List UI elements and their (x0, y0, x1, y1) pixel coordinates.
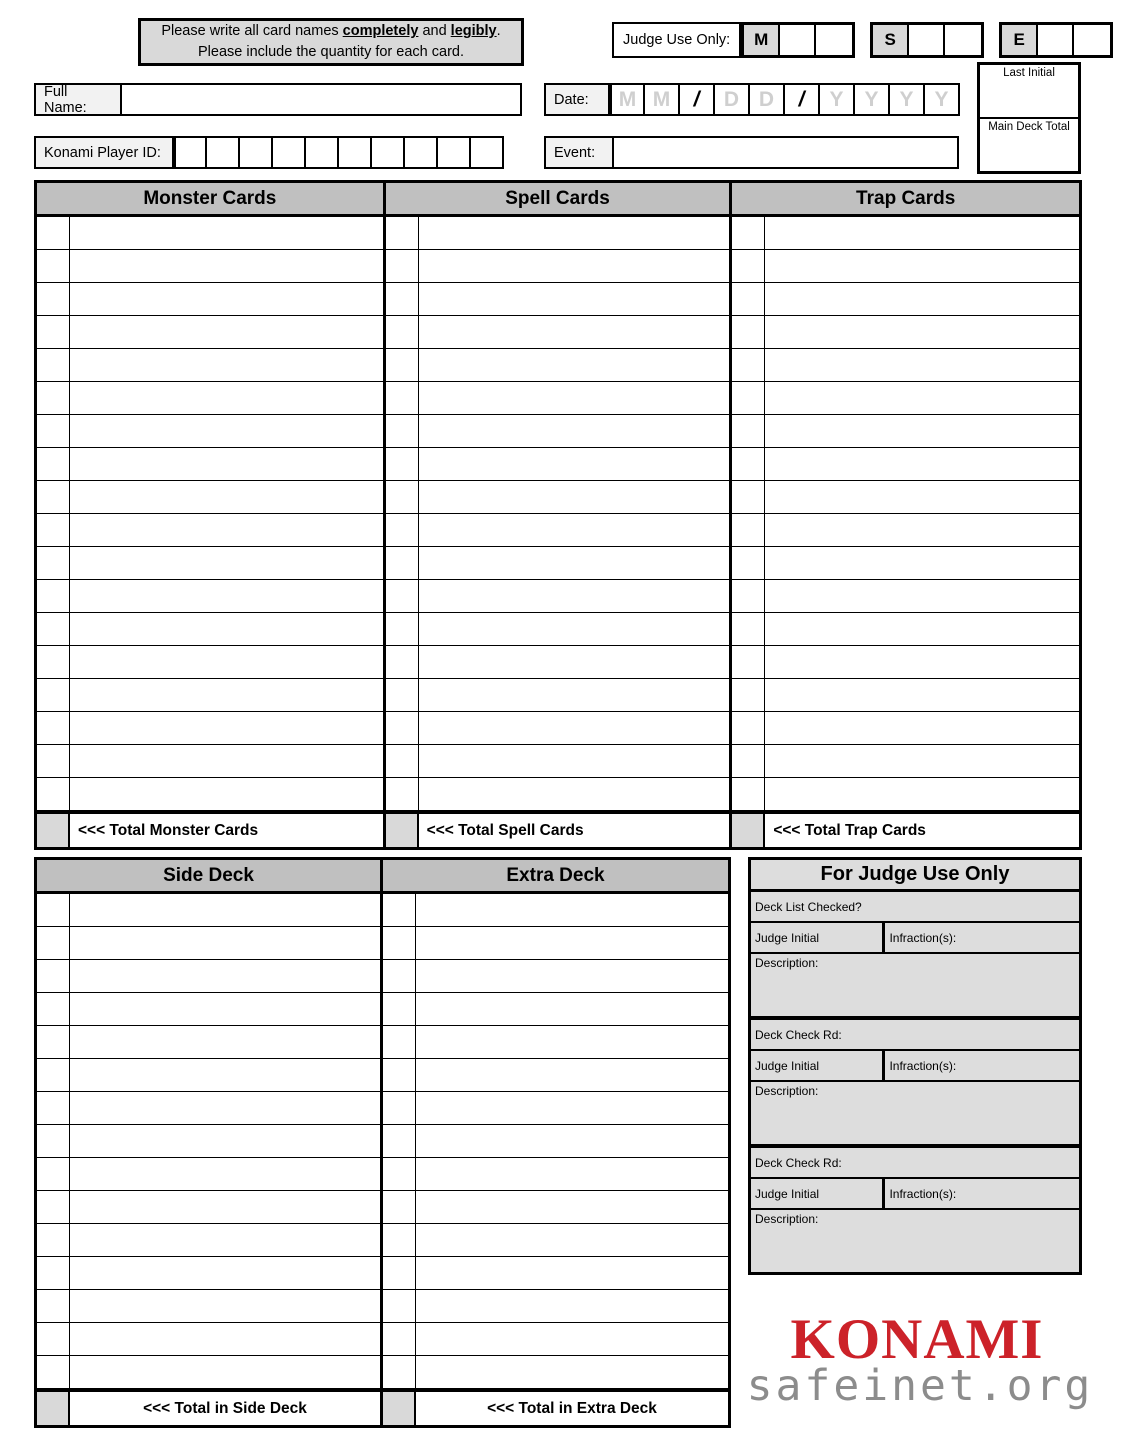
total-label: <<< Total Trap Cards (765, 814, 1079, 847)
event-row (544, 136, 959, 169)
date-cell-8[interactable]: Y (855, 83, 890, 116)
quantity-cell[interactable] (37, 217, 70, 249)
table-row (37, 580, 1079, 613)
quantity-cell[interactable] (383, 1125, 416, 1157)
table-row (37, 1092, 728, 1125)
table-row (37, 250, 1079, 283)
table-row (37, 1026, 728, 1059)
card-name-cell[interactable] (70, 514, 386, 546)
card-name-cell[interactable] (416, 1026, 728, 1058)
table-row (37, 415, 1079, 448)
card-name-cell[interactable] (416, 1092, 728, 1124)
total-quantity-cell[interactable] (383, 1392, 416, 1425)
quantity-cell[interactable] (37, 993, 70, 1025)
card-name-cell[interactable] (70, 547, 386, 579)
card-name-cell[interactable] (419, 283, 733, 315)
konami-logo: KONAMI (790, 1308, 1044, 1371)
card-name-cell[interactable] (70, 250, 386, 282)
quantity-cell[interactable] (37, 1092, 70, 1124)
quantity-cell[interactable] (37, 580, 70, 612)
judge-group-e (999, 22, 1113, 58)
instructions-notice (138, 18, 524, 66)
judge-initial-infraction-row (751, 1051, 1079, 1082)
quantity-cell[interactable] (732, 250, 765, 282)
judge-group-m (741, 22, 855, 58)
quantity-cell[interactable] (386, 679, 419, 711)
totals-row (37, 811, 1079, 847)
quantity-cell[interactable] (386, 481, 419, 513)
table-row (37, 316, 1079, 349)
judge-blocks (751, 892, 1079, 1272)
card-name-cell[interactable] (765, 613, 1079, 645)
quantity-cell[interactable] (732, 349, 765, 381)
quantity-cell[interactable] (37, 1323, 70, 1355)
quantity-cell[interactable] (37, 1290, 70, 1322)
infraction-label[interactable]: Infraction(s): (889, 930, 957, 945)
table-row (37, 1059, 728, 1092)
description-label[interactable]: Description: (755, 1212, 819, 1226)
quantity-cell[interactable] (383, 1224, 416, 1256)
card-name-cell[interactable] (765, 481, 1079, 513)
description-label[interactable]: Description: (755, 1084, 819, 1098)
card-name-cell[interactable] (70, 1125, 383, 1157)
total-quantity-cell[interactable] (37, 814, 70, 847)
judge-code-e: E (1002, 25, 1038, 55)
quantity-cell[interactable] (37, 712, 70, 744)
judge-block-top-label[interactable]: Deck Check Rd: (751, 1148, 1079, 1179)
table-row (37, 613, 1079, 646)
card-name-cell[interactable] (70, 481, 386, 513)
konami-id-digit-9[interactable] (438, 136, 471, 169)
quantity-cell[interactable] (732, 283, 765, 315)
table-row (37, 1191, 728, 1224)
quantity-cell[interactable] (732, 217, 765, 249)
table-row (37, 349, 1079, 382)
quantity-cell[interactable] (386, 778, 419, 810)
column-header-spell-cards: Spell Cards (386, 183, 733, 214)
table-row (37, 547, 1079, 580)
table-row (37, 217, 1079, 250)
card-name-cell[interactable] (419, 745, 733, 777)
judge-s-box-1[interactable] (909, 25, 945, 55)
total-quantity-cell[interactable] (732, 814, 765, 847)
card-name-cell[interactable] (419, 316, 733, 348)
card-name-cell[interactable] (70, 448, 386, 480)
judge-e-box-1[interactable] (1038, 25, 1074, 55)
card-name-cell[interactable] (419, 646, 733, 678)
quantity-cell[interactable] (386, 448, 419, 480)
card-name-cell[interactable] (765, 415, 1079, 447)
quantity-cell[interactable] (37, 283, 70, 315)
quantity-cell[interactable] (37, 960, 70, 992)
konami-id-digit-6[interactable] (339, 136, 372, 169)
quantity-cell[interactable] (732, 580, 765, 612)
card-name-cell[interactable] (416, 1257, 728, 1289)
card-name-cell[interactable] (765, 217, 1079, 249)
quantity-cell[interactable] (386, 613, 419, 645)
card-name-cell[interactable] (765, 679, 1079, 711)
table-row (37, 1257, 728, 1290)
quantity-cell[interactable] (37, 679, 70, 711)
quantity-cell[interactable] (732, 448, 765, 480)
card-name-cell[interactable] (419, 448, 733, 480)
quantity-cell[interactable] (386, 217, 419, 249)
total-label: <<< Total in Side Deck (70, 1392, 383, 1425)
quantity-cell[interactable] (383, 1257, 416, 1289)
card-name-cell[interactable] (765, 250, 1079, 282)
last-initial-main-total-box (977, 62, 1081, 174)
judge-initial-label[interactable]: Judge Initial (751, 923, 885, 952)
quantity-cell[interactable] (37, 349, 70, 381)
quantity-cell[interactable] (732, 646, 765, 678)
card-name-cell[interactable] (70, 1257, 383, 1289)
table-header-row (37, 183, 1079, 217)
quantity-cell[interactable] (732, 679, 765, 711)
card-name-cell[interactable] (70, 745, 386, 777)
konami-id-digit-4[interactable] (273, 136, 306, 169)
card-name-cell[interactable] (765, 547, 1079, 579)
table-row (37, 894, 728, 927)
last-initial-label[interactable]: Last Initial (980, 65, 1078, 119)
quantity-cell[interactable] (383, 894, 416, 926)
full-name-row (34, 83, 522, 116)
card-name-cell[interactable] (765, 316, 1079, 348)
quantity-cell[interactable] (386, 547, 419, 579)
table-row (37, 960, 728, 993)
card-name-cell[interactable] (70, 415, 386, 447)
card-name-cell[interactable] (70, 613, 386, 645)
judge-block-3 (751, 1148, 1079, 1272)
card-name-cell[interactable] (765, 745, 1079, 777)
card-name-cell[interactable] (416, 1191, 728, 1223)
quantity-cell[interactable] (732, 778, 765, 810)
quantity-cell[interactable] (383, 1059, 416, 1091)
table-row (37, 448, 1079, 481)
card-name-cell[interactable] (70, 993, 383, 1025)
card-name-cell[interactable] (419, 547, 733, 579)
date-cell-5[interactable]: D (750, 83, 785, 116)
quantity-cell[interactable] (383, 1356, 416, 1388)
quantity-cell[interactable] (37, 1191, 70, 1223)
quantity-cell[interactable] (37, 894, 70, 926)
card-name-cell[interactable] (416, 927, 728, 959)
date-row (544, 83, 960, 116)
quantity-cell[interactable] (383, 1026, 416, 1058)
judge-panel-header: For Judge Use Only (751, 860, 1079, 892)
card-name-cell[interactable] (70, 927, 383, 959)
table-row (37, 1290, 728, 1323)
card-name-cell[interactable] (70, 712, 386, 744)
side-extra-deck-table (34, 857, 731, 1428)
judge-use-only-strip (612, 22, 1113, 58)
date-cell-1[interactable]: M (610, 83, 645, 116)
card-name-cell[interactable] (419, 580, 733, 612)
for-judge-use-only-panel (748, 857, 1082, 1275)
total-label: <<< Total in Extra Deck (416, 1392, 728, 1425)
konami-player-id-label: Konami Player ID: (34, 136, 174, 169)
card-name-cell[interactable] (70, 679, 386, 711)
judge-use-only-label: Judge Use Only: (612, 22, 741, 58)
column-header-extra-deck: Extra Deck (383, 860, 728, 891)
column-header-side-deck: Side Deck (37, 860, 383, 891)
date-cells (610, 83, 960, 116)
quantity-cell[interactable] (37, 613, 70, 645)
card-name-cell[interactable] (419, 250, 733, 282)
table-row (37, 1125, 728, 1158)
card-name-cell[interactable] (70, 382, 386, 414)
card-name-cell[interactable] (70, 580, 386, 612)
quantity-cell[interactable] (37, 1356, 70, 1388)
quantity-cell[interactable] (732, 415, 765, 447)
card-name-cell[interactable] (765, 448, 1079, 480)
quantity-cell[interactable] (386, 283, 419, 315)
date-cell-3: / (680, 83, 715, 116)
konami-id-digit-7[interactable] (372, 136, 405, 169)
total-label: <<< Total Spell Cards (419, 814, 733, 847)
card-name-cell[interactable] (416, 1158, 728, 1190)
quantity-cell[interactable] (37, 382, 70, 414)
card-name-cell[interactable] (70, 1356, 383, 1388)
quantity-cell[interactable] (732, 745, 765, 777)
card-name-cell[interactable] (70, 894, 383, 926)
quantity-cell[interactable] (386, 415, 419, 447)
table-row (37, 1323, 728, 1356)
quantity-cell[interactable] (386, 514, 419, 546)
quantity-cell[interactable] (383, 1092, 416, 1124)
judge-block-2 (751, 1020, 1079, 1148)
main-deck-table (34, 180, 1082, 850)
totals-row (37, 1389, 728, 1425)
quantity-cell[interactable] (37, 415, 70, 447)
table-row (37, 993, 728, 1026)
card-name-cell[interactable] (419, 217, 733, 249)
judge-group-s (870, 22, 984, 58)
full-name-label: Full Name: (34, 83, 122, 116)
card-name-cell[interactable] (416, 960, 728, 992)
table-row (37, 1356, 728, 1389)
judge-block-top-label[interactable]: Deck List Checked? (751, 892, 1079, 923)
table-row (37, 679, 1079, 712)
quantity-cell[interactable] (386, 745, 419, 777)
main-deck-total-label[interactable]: Main Deck Total (988, 121, 1070, 133)
card-name-cell[interactable] (70, 1323, 383, 1355)
konami-id-digit-2[interactable] (207, 136, 240, 169)
card-name-cell[interactable] (70, 960, 383, 992)
card-name-cell[interactable] (416, 894, 728, 926)
konami-id-digit-10[interactable] (471, 136, 504, 169)
judge-block-1 (751, 892, 1079, 1020)
konami-player-id-cells (174, 136, 504, 169)
konami-id-digit-8[interactable] (405, 136, 438, 169)
card-name-cell[interactable] (70, 1191, 383, 1223)
date-cell-10[interactable]: Y (925, 83, 960, 116)
date-cell-4[interactable]: D (715, 83, 750, 116)
quantity-cell[interactable] (37, 1257, 70, 1289)
card-name-cell[interactable] (419, 349, 733, 381)
total-quantity-cell[interactable] (37, 1392, 70, 1425)
quantity-cell[interactable] (386, 349, 419, 381)
card-name-cell[interactable] (419, 679, 733, 711)
quantity-cell[interactable] (37, 250, 70, 282)
judge-initial-label[interactable]: Judge Initial (751, 1051, 885, 1080)
card-name-cell[interactable] (419, 712, 733, 744)
total-quantity-cell[interactable] (386, 814, 419, 847)
quantity-cell[interactable] (37, 927, 70, 959)
konami-id-digit-3[interactable] (240, 136, 273, 169)
quantity-cell[interactable] (37, 646, 70, 678)
quantity-cell[interactable] (383, 927, 416, 959)
table-row (37, 712, 1079, 745)
quantity-cell[interactable] (37, 745, 70, 777)
quantity-cell[interactable] (383, 993, 416, 1025)
quantity-cell[interactable] (386, 646, 419, 678)
card-name-cell[interactable] (70, 1290, 383, 1322)
card-name-cell[interactable] (416, 1290, 728, 1322)
date-cell-2[interactable]: M (645, 83, 680, 116)
judge-block-top-label[interactable]: Deck Check Rd: (751, 1020, 1079, 1051)
quantity-cell[interactable] (732, 514, 765, 546)
infraction-label[interactable]: Infraction(s): (889, 1058, 957, 1073)
event-label: Event: (544, 136, 614, 169)
notice-line-1: Please write all card names completely and legibly. (161, 22, 501, 39)
card-name-cell[interactable] (765, 646, 1079, 678)
table-row (37, 646, 1079, 679)
quantity-cell[interactable] (386, 316, 419, 348)
quantity-cell[interactable] (386, 250, 419, 282)
quantity-cell[interactable] (732, 481, 765, 513)
safeinet-watermark: safeinet.org (746, 1361, 1094, 1411)
card-name-cell[interactable] (765, 283, 1079, 315)
quantity-cell[interactable] (37, 1224, 70, 1256)
quantity-cell[interactable] (386, 580, 419, 612)
quantity-cell[interactable] (383, 1323, 416, 1355)
judge-m-box-2[interactable] (816, 25, 852, 55)
card-name-cell[interactable] (765, 382, 1079, 414)
date-cell-9[interactable]: Y (890, 83, 925, 116)
card-name-cell[interactable] (70, 1026, 383, 1058)
card-name-cell[interactable] (70, 1059, 383, 1091)
judge-s-box-2[interactable] (945, 25, 981, 55)
card-name-cell[interactable] (419, 415, 733, 447)
card-name-cell[interactable] (416, 1125, 728, 1157)
quantity-cell[interactable] (37, 547, 70, 579)
quantity-cell[interactable] (383, 960, 416, 992)
total-label: <<< Total Monster Cards (70, 814, 386, 847)
date-cell-7[interactable]: Y (820, 83, 855, 116)
quantity-cell[interactable] (732, 547, 765, 579)
card-name-cell[interactable] (419, 514, 733, 546)
table-row (37, 1224, 728, 1257)
table-row (37, 283, 1079, 316)
card-name-cell[interactable] (765, 580, 1079, 612)
judge-initial-infraction-row (751, 1179, 1079, 1210)
date-cell-6: / (785, 83, 820, 116)
card-name-cell[interactable] (70, 283, 386, 315)
card-name-cell[interactable] (416, 993, 728, 1025)
card-name-cell[interactable] (419, 778, 733, 810)
judge-m-box-1[interactable] (780, 25, 816, 55)
judge-code-s: S (873, 25, 909, 55)
quantity-cell[interactable] (37, 1026, 70, 1058)
table-row (37, 927, 728, 960)
table-header-row (37, 860, 728, 894)
judge-initial-infraction-row (751, 923, 1079, 954)
table-row (37, 778, 1079, 811)
quantity-cell[interactable] (732, 613, 765, 645)
card-name-cell[interactable] (416, 1356, 728, 1388)
quantity-cell[interactable] (37, 1059, 70, 1091)
table-row (37, 514, 1079, 547)
quantity-cell[interactable] (383, 1158, 416, 1190)
table-row (37, 382, 1079, 415)
judge-initial-label[interactable]: Judge Initial (751, 1179, 885, 1208)
quantity-cell[interactable] (37, 481, 70, 513)
konami-id-digit-5[interactable] (306, 136, 339, 169)
judge-code-m: M (744, 25, 780, 55)
column-header-monster-cards: Monster Cards (37, 183, 386, 214)
card-name-cell[interactable] (70, 778, 386, 810)
card-name-cell[interactable] (70, 1158, 383, 1190)
card-name-cell[interactable] (419, 382, 733, 414)
card-name-cell[interactable] (419, 613, 733, 645)
card-name-cell[interactable] (70, 1092, 383, 1124)
quantity-cell[interactable] (37, 778, 70, 810)
card-name-cell[interactable] (70, 646, 386, 678)
judge-e-box-2[interactable] (1074, 25, 1110, 55)
card-name-cell[interactable] (765, 778, 1079, 810)
card-name-cell[interactable] (765, 349, 1079, 381)
description-label[interactable]: Description: (755, 956, 819, 970)
card-name-cell[interactable] (70, 1224, 383, 1256)
column-header-trap-cards: Trap Cards (732, 183, 1079, 214)
card-name-cell[interactable] (416, 1323, 728, 1355)
quantity-cell[interactable] (732, 712, 765, 744)
card-name-cell[interactable] (416, 1224, 728, 1256)
infraction-label[interactable]: Infraction(s): (889, 1186, 957, 1201)
konami-id-digit-1[interactable] (174, 136, 207, 169)
quantity-cell[interactable] (732, 316, 765, 348)
quantity-cell[interactable] (37, 1125, 70, 1157)
quantity-cell[interactable] (386, 712, 419, 744)
date-label: Date: (544, 83, 610, 116)
quantity-cell[interactable] (383, 1191, 416, 1223)
quantity-cell[interactable] (383, 1290, 416, 1322)
quantity-cell[interactable] (732, 382, 765, 414)
card-name-cell[interactable] (416, 1059, 728, 1091)
card-name-cell[interactable] (765, 712, 1079, 744)
card-name-cell[interactable] (765, 514, 1079, 546)
quantity-cell[interactable] (37, 514, 70, 546)
table-row (37, 745, 1079, 778)
card-name-cell[interactable] (70, 349, 386, 381)
notice-line-2: Please include the quantity for each card. (198, 44, 464, 60)
konami-player-id-row (34, 136, 504, 169)
quantity-cell[interactable] (37, 1158, 70, 1190)
quantity-cell[interactable] (386, 382, 419, 414)
full-name-input[interactable] (122, 83, 522, 116)
event-input[interactable] (614, 136, 959, 169)
table-row (37, 481, 1079, 514)
card-name-cell[interactable] (70, 217, 386, 249)
quantity-cell[interactable] (37, 448, 70, 480)
table-row (37, 1158, 728, 1191)
quantity-cell[interactable] (37, 316, 70, 348)
card-name-cell[interactable] (70, 316, 386, 348)
card-name-cell[interactable] (419, 481, 733, 513)
